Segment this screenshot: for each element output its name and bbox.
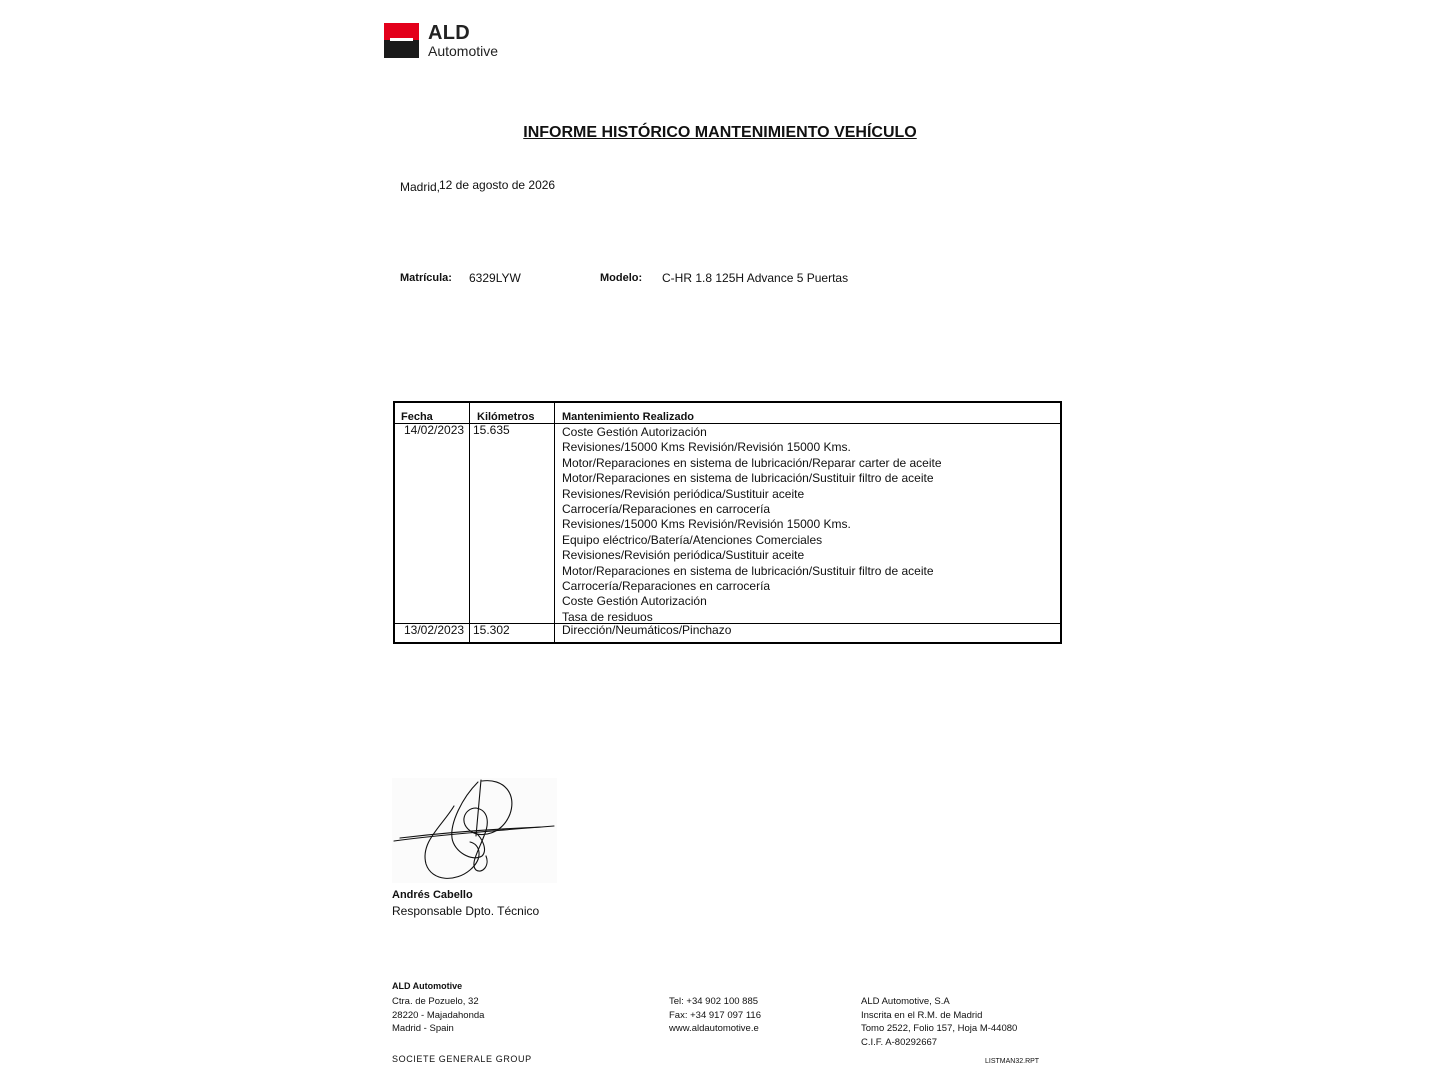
row-1-fecha: 14/02/2023 <box>404 423 465 437</box>
logo-text-automotive: Automotive <box>428 43 499 59</box>
maintenance-item: Revisiones/Revisión periódica/Sustituir aceite <box>562 486 805 501</box>
signer-name: Andrés Cabello <box>392 889 473 901</box>
maintenance-item: Motor/Reparaciones en sistema de lubricación/Sustituir filtro de aceite <box>562 471 934 486</box>
maintenance-item: Equipo eléctrico/Batería/Atenciones Comerciales <box>562 532 823 547</box>
maintenance-item: Motor/Reparaciones en sistema de lubricación/Reparar carter de aceite <box>562 455 942 470</box>
maintenance-item: Carrocería/Reparaciones en carrocería <box>562 579 771 594</box>
societe-generale-group: SOCIETE GENERALE GROUP <box>392 1054 532 1064</box>
maintenance-item: Revisiones/15000 Kms Revisión/Revisión 15000 Kms. <box>562 440 851 455</box>
footer-address-line: 28220 - Majadahonda <box>392 1009 485 1021</box>
column-header-mantenimiento: Mantenimiento Realizado <box>562 411 695 423</box>
place-city: Madrid, <box>400 180 441 194</box>
signer-role: Responsable Dpto. Técnico <box>392 904 540 918</box>
modelo-label: Modelo: <box>600 272 643 284</box>
document-title: INFORME HISTÓRICO MANTENIMIENTO VEHÍCULO <box>523 124 917 141</box>
maintenance-item: Coste Gestión Autorización <box>562 425 707 439</box>
footer-legal-line: Inscrita en el R.M. de Madrid <box>861 1009 983 1021</box>
row-1-kilometros: 15.635 <box>473 423 510 437</box>
modelo-value: C-HR 1.8 125H Advance 5 Puertas <box>662 271 849 285</box>
footer-legal-line: Tomo 2522, Folio 157, Hoja M-44080 <box>861 1023 1018 1035</box>
maintenance-item: Revisiones/15000 Kms Revisión/Revisión 15000 Kms. <box>562 517 851 532</box>
ald-automotive-logo <box>384 23 514 61</box>
footer-address <box>392 995 484 1036</box>
maintenance-item: Revisiones/Revisión periódica/Sustituir aceite <box>562 548 805 563</box>
footer-legal-line: C.I.F. A-80292667 <box>861 1036 938 1048</box>
maintenance-item: Coste Gestión Autorización <box>562 594 707 609</box>
row-2-kilometros: 15.302 <box>473 623 510 637</box>
footer-fax: Fax: +34 917 097 116 <box>669 1009 761 1021</box>
maintenance-item: Tasa de residuos <box>562 609 653 624</box>
matricula-value: 6329LYW <box>469 271 521 285</box>
row-2-fecha: 13/02/2023 <box>404 623 465 637</box>
row-2-maintenance-list <box>562 623 731 638</box>
column-header-kilometros: Kilómetros <box>477 411 535 423</box>
handwritten-signature <box>392 778 557 883</box>
footer-contact <box>669 995 761 1036</box>
matricula-label: Matrícula: <box>400 272 452 284</box>
maintenance-item: Carrocería/Reparaciones en carrocería <box>562 502 771 517</box>
footer-legal <box>861 995 1017 1049</box>
footer-website: www.aldautomotive.e <box>669 1023 759 1035</box>
maintenance-item: Motor/Reparaciones en sistema de lubricación/Sustituir filtro de aceite <box>562 563 934 578</box>
logo-mark-icon <box>384 23 419 58</box>
maintenance-table <box>393 401 1062 644</box>
report-code: LISTMAN32.RPT <box>985 1058 1040 1065</box>
footer-address-line: Ctra. de Pozuelo, 32 <box>392 996 479 1007</box>
maintenance-item: Dirección/Neumáticos/Pinchazo <box>562 623 732 637</box>
row-1-maintenance-list <box>562 425 942 625</box>
footer-address-line: Madrid - Spain <box>392 1023 454 1035</box>
footer-phone: Tel: +34 902 100 885 <box>669 996 759 1007</box>
column-header-fecha: Fecha <box>401 411 433 423</box>
report-date: 12 de agosto de 2026 <box>439 178 556 192</box>
logo-text-ald: ALD <box>428 22 471 44</box>
footer-legal-line: ALD Automotive, S.A <box>861 996 950 1007</box>
footer-company-name: ALD Automotive <box>392 981 463 991</box>
